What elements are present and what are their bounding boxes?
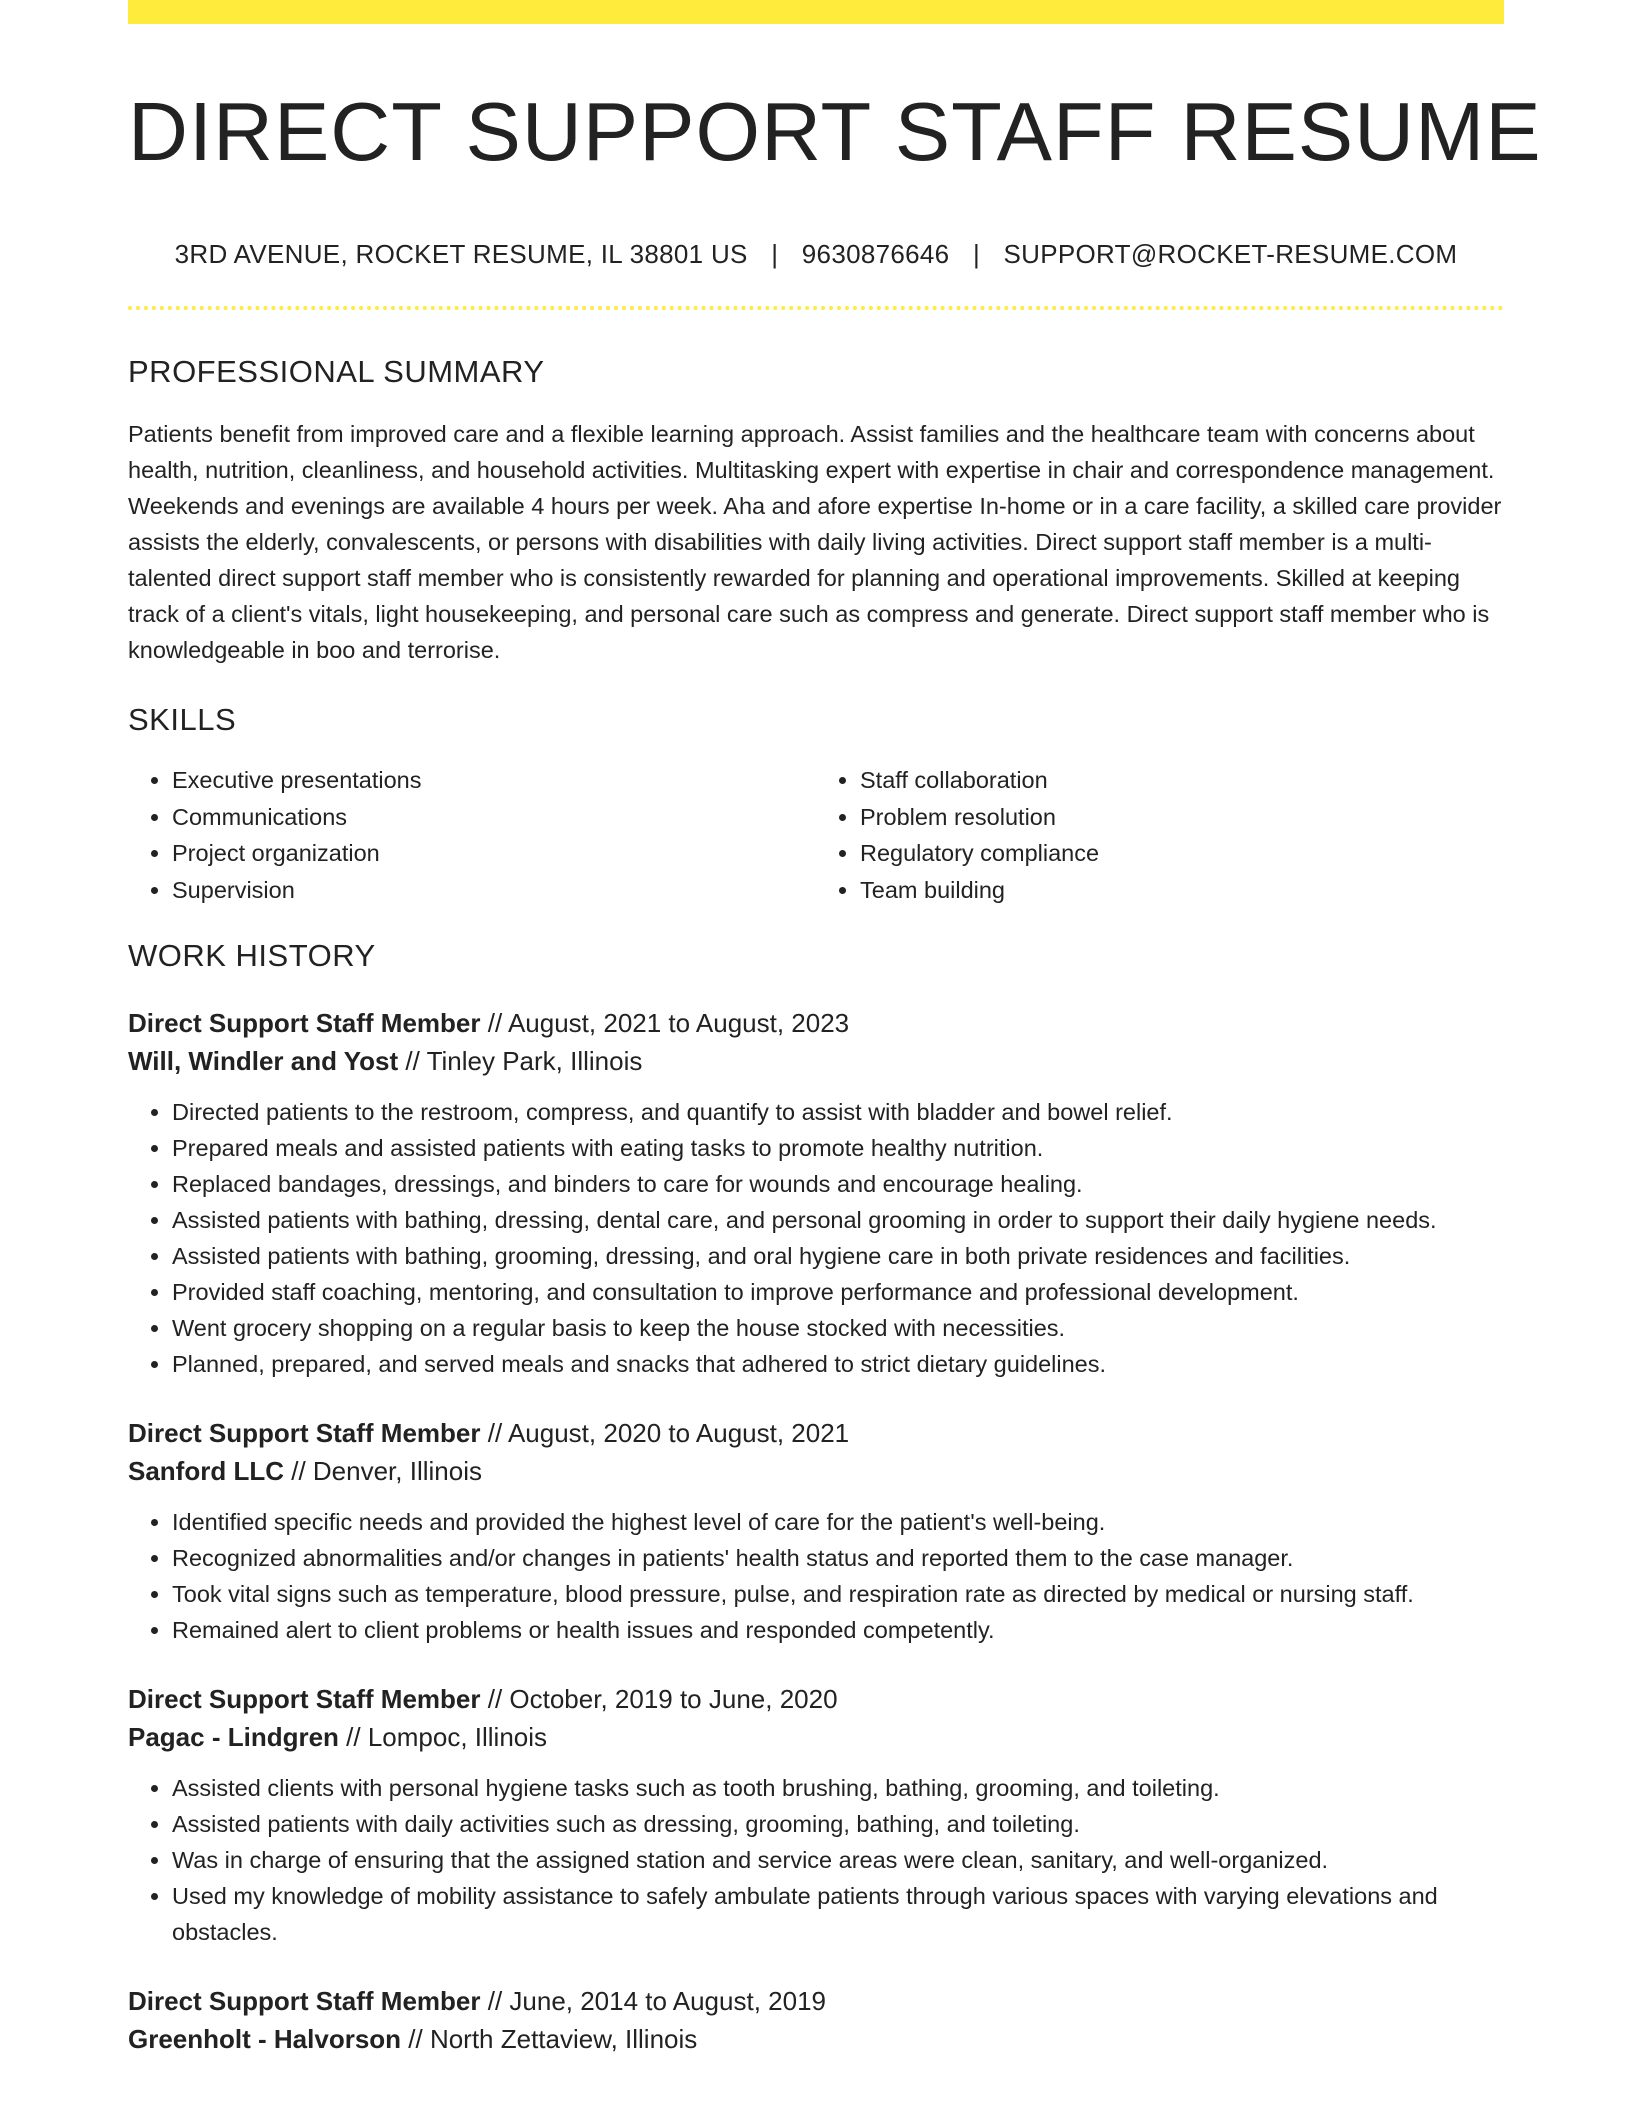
job-company: Pagac - Lindgren: [128, 1722, 339, 1753]
job-company: Sanford LLC: [128, 1456, 284, 1487]
job-bullet: • Went grocery shopping on a regular basis to keep the house stocked with necessities.: [172, 1310, 1504, 1346]
job-company-line: [128, 1718, 1504, 1756]
summary-heading: PROFESSIONAL SUMMARY: [128, 354, 545, 390]
skills-column-right: [816, 762, 1504, 908]
job-bullets: [128, 1094, 1504, 1382]
skill-item: • Staff collaboration: [860, 762, 1504, 799]
job-bullet: • Provided staff coaching, mentoring, and consultation to improve performance and professional development.: [172, 1274, 1504, 1310]
skill-item: • Executive presentations: [172, 762, 816, 799]
skills-heading: SKILLS: [128, 702, 237, 738]
skills-column-left: [128, 762, 816, 908]
contact-phone: 9630876646: [801, 239, 950, 270]
job-dates: // October, 2019 to June, 2020: [480, 1684, 838, 1715]
job-location: // North Zettaview, Illinois: [401, 2024, 698, 2055]
job-role: Direct Support Staff Member: [128, 1008, 481, 1039]
skill-item: • Communications: [172, 799, 816, 836]
job-location: // Lompoc, Illinois: [338, 1722, 548, 1753]
job-bullet: • Assisted clients with personal hygiene tasks such as tooth brushing, bathing, grooming, and toileting.: [172, 1770, 1504, 1806]
skill-item: • Regulatory compliance: [860, 835, 1504, 872]
job-role: Direct Support Staff Member: [128, 1986, 481, 2017]
contact-email: SUPPORT@ROCKET-RESUME.COM: [1003, 239, 1458, 270]
summary-text: Patients benefit from improved care and a flexible learning approach. Assist families and the healthcare team with concerns about health, nutrition, cleanliness, and household activities. Multitasking expert with expertise in chair and correspondence management. Weekends and evenings are available 4 hours per week. Aha and afore expertise In-home or in a care facility, a skilled care provider assists the elderly, convalescents, or persons with disabilities with daily living activities. Direct support staff member is a multi-talented direct support staff member who is consistently rewarded for planning and operational improvements. Skilled at keeping track of a client's vitals, light housekeeping, and personal care such as compress and generate. Direct support staff member who is knowledgeable in boo and terrorise.: [128, 421, 1502, 664]
job-dates: // August, 2021 to August, 2023: [480, 1008, 850, 1039]
job-entry: [128, 1004, 1504, 1382]
job-bullet: • Assisted patients with bathing, grooming, dressing, and oral hygiene care in both private residences and facilities.: [172, 1238, 1504, 1274]
job-location: // Denver, Illinois: [284, 1456, 482, 1487]
skill-item: • Problem resolution: [860, 799, 1504, 836]
work-history-heading: WORK HISTORY: [128, 938, 376, 974]
job-entry: [128, 1982, 1504, 2058]
job-role-line: [128, 1004, 1504, 1042]
job-bullet: • Assisted patients with bathing, dressing, dental care, and personal grooming in order to support their daily hygiene needs.: [172, 1202, 1504, 1238]
job-bullet: • Recognized abnormalities and/or changes in patients' health status and reported them to the case manager.: [172, 1540, 1504, 1576]
job-entry: [128, 1680, 1504, 1950]
resume-title: DIRECT SUPPORT STAFF RESUME: [128, 85, 1542, 178]
contact-line: [128, 239, 1504, 270]
job-role-line: [128, 1680, 1504, 1718]
job-company-line: [128, 1042, 1504, 1080]
job-bullet: • Remained alert to client problems or health issues and responded competently.: [172, 1612, 1504, 1648]
job-company: Greenholt - Halvorson: [128, 2024, 402, 2055]
job-bullet: • Directed patients to the restroom, compress, and quantify to assist with bladder and bowel relief.: [172, 1094, 1504, 1130]
contact-separator: |: [771, 239, 779, 270]
contact-address: 3RD AVENUE, ROCKET RESUME, IL 38801 US: [174, 239, 748, 270]
skill-item: • Supervision: [172, 872, 816, 909]
job-company: Will, Windler and Yost: [128, 1046, 399, 1077]
job-company-line: [128, 1452, 1504, 1490]
job-bullet: • Planned, prepared, and served meals and snacks that adhered to strict dietary guidelines.: [172, 1346, 1504, 1382]
skill-item: • Project organization: [172, 835, 816, 872]
dotted-divider: [128, 306, 1504, 310]
job-company-line: [128, 2020, 1504, 2058]
job-bullet: • Used my knowledge of mobility assistance to safely ambulate patients through various spaces with varying elevations and obstacles.: [172, 1878, 1504, 1950]
job-entry: [128, 1414, 1504, 1648]
job-bullet: • Took vital signs such as temperature, blood pressure, pulse, and respiration rate as directed by medical or nursing staff.: [172, 1576, 1504, 1612]
job-role-line: [128, 1414, 1504, 1452]
skills-list: [128, 762, 1504, 908]
job-bullet: • Prepared meals and assisted patients with eating tasks to promote healthy nutrition.: [172, 1130, 1504, 1166]
job-role-line: [128, 1982, 1504, 2020]
resume-content: [128, 0, 1542, 2058]
top-accent-bar: [128, 0, 1504, 24]
job-bullet: • Identified specific needs and provided the highest level of care for the patient's well-being.: [172, 1504, 1504, 1540]
job-dates: // August, 2020 to August, 2021: [480, 1418, 850, 1449]
job-bullet: • Assisted patients with daily activities such as dressing, grooming, bathing, and toileting.: [172, 1806, 1504, 1842]
job-role: Direct Support Staff Member: [128, 1418, 481, 1449]
job-bullet: • Was in charge of ensuring that the assigned station and service areas were clean, sanitary, and well-organized.: [172, 1842, 1504, 1878]
contact-separator: |: [972, 239, 980, 270]
job-location: // Tinley Park, Illinois: [398, 1046, 643, 1077]
job-role: Direct Support Staff Member: [128, 1684, 481, 1715]
job-dates: // June, 2014 to August, 2019: [480, 1986, 826, 2017]
skill-item: • Team building: [860, 872, 1504, 909]
job-bullet: • Replaced bandages, dressings, and binders to care for wounds and encourage healing.: [172, 1166, 1504, 1202]
job-bullets: [128, 1770, 1504, 1950]
job-bullets: [128, 1504, 1504, 1648]
